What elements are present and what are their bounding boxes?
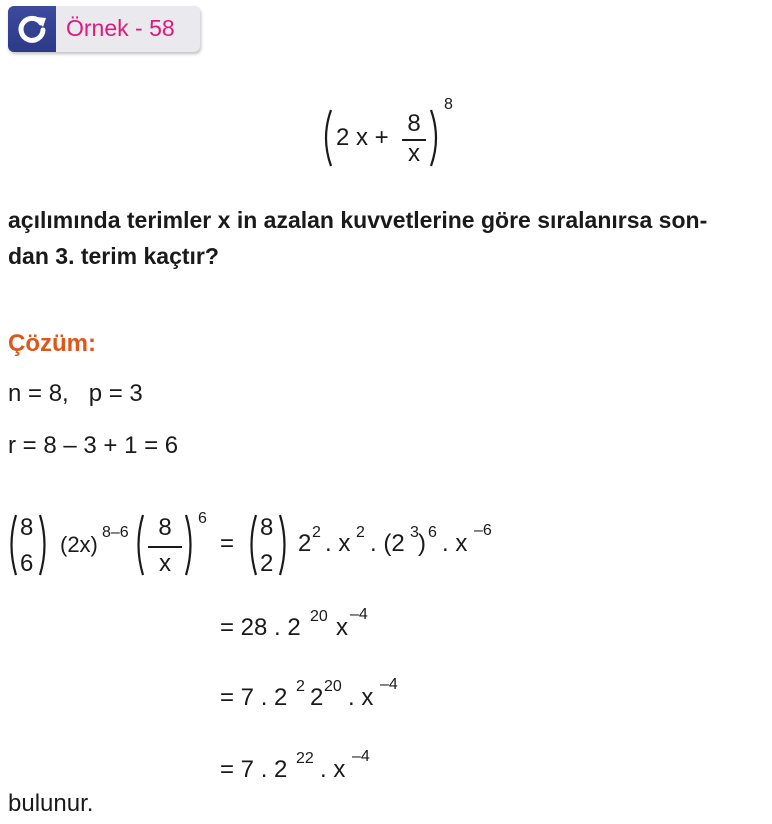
- binom-left-bottom: 6: [20, 550, 34, 577]
- term-2x-exponent: 8–6: [102, 524, 129, 541]
- step2-b-exponent: –4: [350, 606, 368, 623]
- step3-c-exponent: –4: [380, 676, 398, 693]
- step4-a-exponent: 22: [296, 750, 314, 767]
- step4-a: = 7 . 2: [220, 756, 288, 783]
- expr-term1: 2 x +: [336, 124, 389, 151]
- expr-frac-den: x: [408, 140, 420, 167]
- frac-num: 8: [158, 514, 172, 541]
- binom-right-top: 8: [260, 514, 274, 541]
- step2-b: x: [336, 614, 348, 641]
- step2-a-exponent: 20: [310, 608, 328, 625]
- example-title: Örnek - 58: [66, 15, 175, 41]
- frac-exponent: 6: [198, 510, 207, 527]
- question-line-2: dan 3. terim kaçtır?: [8, 243, 219, 269]
- solution-heading: Çözüm:: [8, 330, 96, 357]
- equals-sign: =: [220, 530, 235, 557]
- rhs-part1-exponent: 2: [312, 524, 321, 541]
- rhs-part2: . x: [325, 530, 351, 557]
- right-paren: [428, 108, 442, 168]
- example-badge: [8, 6, 200, 52]
- step3-a-exponent: 2: [296, 678, 305, 695]
- frac-open-paren: [133, 513, 145, 577]
- step4-b: . x: [320, 756, 346, 783]
- frac-den: x: [159, 550, 171, 577]
- step3-b-exponent: 20: [324, 678, 342, 695]
- binom-right-bottom: 2: [260, 550, 274, 577]
- step2-a: = 28 . 2: [220, 614, 301, 641]
- left-paren: [320, 108, 334, 168]
- frac-close-paren: [184, 513, 196, 577]
- question-line-1: açılımında terimler x in azalan kuvvetlerine göre sıralanırsa son-: [8, 207, 708, 233]
- rhs-part3-exponent: 6: [428, 524, 437, 541]
- rhs-part1: 2: [298, 530, 312, 557]
- rhs-part4-exponent: –6: [474, 522, 492, 539]
- solution-line-1: n = 8, p = 3: [8, 380, 143, 407]
- rhs-part3: . (2: [370, 530, 405, 557]
- binom-left-close-paren: [38, 513, 50, 577]
- step3-a: = 7 . 2: [220, 684, 288, 711]
- frac-bar: [148, 546, 182, 548]
- rhs-part3-inner-exponent: 3: [410, 524, 419, 541]
- step3-c: . x: [348, 684, 374, 711]
- binom-left-open-paren: [6, 513, 18, 577]
- expr-exponent: 8: [444, 96, 453, 113]
- refresh-circle-icon: [8, 6, 56, 52]
- binom-right-open-paren: [246, 513, 258, 577]
- step3-b: 2: [310, 684, 324, 711]
- expr-frac-num: 8: [407, 110, 421, 137]
- conclusion-text: bulunur.: [8, 790, 94, 817]
- step4-b-exponent: –4: [352, 748, 370, 765]
- solution-line-2: r = 8 – 3 + 1 = 6: [8, 432, 179, 459]
- binom-right-close-paren: [278, 513, 290, 577]
- rhs-part3-close: ): [418, 530, 426, 557]
- rhs-part4: . x: [442, 530, 468, 557]
- rhs-part2-exponent: 2: [356, 524, 365, 541]
- term-2x: (2x): [60, 532, 98, 557]
- binom-left-top: 8: [20, 514, 34, 541]
